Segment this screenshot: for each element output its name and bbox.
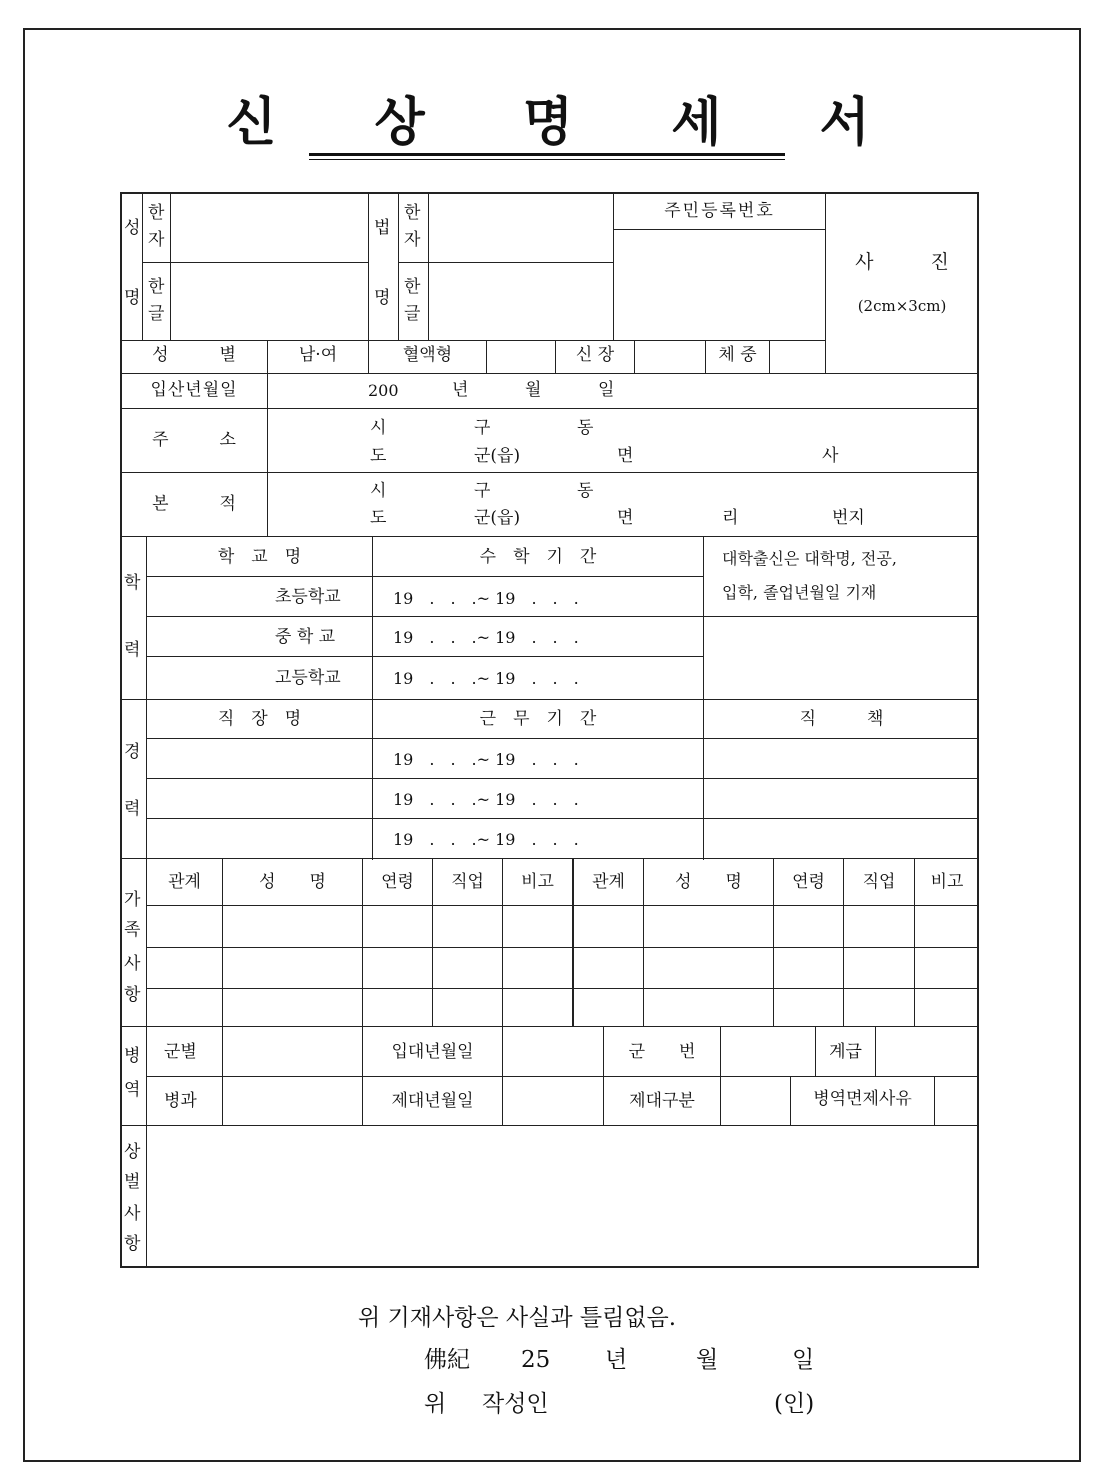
- education-note-2: 입학, 졸업년월일 기재: [722, 583, 877, 602]
- education-side-label-1: 학: [124, 573, 141, 593]
- legal-hanja-field[interactable]: [429, 193, 612, 261]
- family-note-header-2: 비고: [930, 872, 964, 892]
- birth-year-unit: 년: [452, 380, 469, 400]
- family-job-header-2: 직업: [862, 872, 896, 892]
- address-dong: 동: [577, 418, 594, 438]
- service-number-label: 군 번: [628, 1042, 696, 1062]
- career-period-1[interactable]: 19 . . .~ 19 . . .: [393, 750, 579, 769]
- writer-prefix: 위: [424, 1391, 447, 1417]
- school-high-period[interactable]: 19 . . .~ 19 . . .: [393, 669, 579, 688]
- domicile-label: 본 적: [152, 494, 236, 514]
- birth-day-unit: 일: [598, 380, 615, 400]
- name-hangul-label: 한글: [148, 277, 165, 324]
- photo-slot[interactable]: [826, 193, 978, 373]
- school-middle: 중 학 교: [275, 627, 336, 647]
- address-si: 시: [370, 418, 387, 438]
- name-hanja-field[interactable]: [171, 193, 367, 261]
- legal-hangul-label: 한글: [404, 277, 421, 324]
- rank-label: 계급: [829, 1042, 862, 1062]
- exemption-reason-label: 병역면제사유: [813, 1089, 912, 1109]
- career-period-2[interactable]: 19 . . .~ 19 . . .: [393, 790, 579, 809]
- remarks-side-label-3: 사: [124, 1204, 141, 1224]
- domicile-field[interactable]: [268, 473, 978, 535]
- photo-size: (2cm×3cm): [857, 297, 947, 315]
- seal-mark[interactable]: (인): [774, 1391, 815, 1417]
- remarks-side-label-4: 항: [124, 1234, 141, 1254]
- family-side-label-3: 사: [124, 954, 141, 974]
- photo-label: 사 진: [855, 251, 949, 273]
- birth-month-unit: 월: [525, 380, 542, 400]
- rrn-label: 주민등록번호: [664, 201, 775, 221]
- date-day-unit: 일: [792, 1347, 815, 1373]
- career-side-label-2: 력: [124, 799, 141, 819]
- domicile-dong: 동: [577, 481, 594, 501]
- family-age-header-2: 연령: [792, 872, 825, 892]
- school-elementary: 초등학교: [275, 587, 341, 607]
- army-branch-label: 군별: [164, 1042, 197, 1062]
- career-side-label-1: 경: [124, 742, 141, 762]
- remarks-side-label-1: 상: [124, 1142, 141, 1162]
- remarks-field[interactable]: [147, 1126, 977, 1266]
- address-field[interactable]: [268, 409, 978, 472]
- education-note-1: 대학출신은 대학명, 전공,: [722, 549, 897, 568]
- name-label-bottom: 명: [124, 288, 141, 308]
- workplace-header: 직 장 명: [217, 709, 302, 729]
- title-underline-thin: [309, 159, 785, 160]
- attestation-statement: 위 기재사항은 사실과 틀림없음.: [358, 1305, 677, 1331]
- discharge-type-label: 제대구분: [629, 1091, 695, 1111]
- family-side-label-2: 족: [124, 920, 141, 940]
- specialty-label: 병과: [164, 1091, 197, 1111]
- sex-label: 성 별: [152, 345, 236, 365]
- address-sa: 사: [822, 446, 839, 466]
- family-name-header-1: 성 명: [259, 872, 326, 892]
- height-label: 신 장: [575, 345, 615, 365]
- address-label: 주 소: [152, 430, 236, 450]
- remarks-side-label-2: 벌: [124, 1172, 141, 1192]
- discharge-date-label: 제대년월일: [391, 1091, 474, 1111]
- title-underline: [309, 153, 785, 156]
- school-high: 고등학교: [275, 668, 341, 688]
- school-elementary-period[interactable]: 19 . . .~ 19 . . .: [393, 589, 579, 608]
- date-year[interactable]: 25: [521, 1347, 551, 1373]
- date-year-unit: 년: [605, 1347, 628, 1373]
- address-gu: 구: [474, 418, 491, 438]
- height-field[interactable]: [635, 341, 704, 373]
- military-side-label-2: 역: [124, 1080, 141, 1100]
- sex-value[interactable]: 남·여: [298, 345, 338, 365]
- family-name-header-2: 성 명: [675, 872, 742, 892]
- weight-field[interactable]: [770, 341, 824, 373]
- writer-name-field[interactable]: [570, 1392, 760, 1424]
- military-side-label-1: 병: [124, 1046, 141, 1066]
- family-age-header-1: 연령: [381, 872, 414, 892]
- date-era: 佛紀: [424, 1347, 470, 1373]
- domicile-gun: 군(읍): [474, 508, 521, 528]
- position-header: 직 책: [799, 709, 884, 729]
- education-side-label-2: 력: [124, 640, 141, 660]
- address-do: 도: [370, 446, 387, 466]
- weight-label: 체 중: [718, 345, 757, 365]
- legal-hangul-field[interactable]: [429, 263, 612, 339]
- family-job-header-1: 직업: [451, 872, 484, 892]
- address-gun: 군(읍): [474, 446, 521, 466]
- page-title: 신 상 명 세 서: [226, 92, 910, 153]
- enlist-date-label: 입대년월일: [391, 1042, 474, 1062]
- domicile-myeon: 면: [617, 508, 634, 528]
- address-myeon: 면: [617, 446, 634, 466]
- birth-year-prefix[interactable]: 200: [368, 381, 399, 400]
- domicile-si: 시: [370, 481, 387, 501]
- writer-label: 작성인: [482, 1391, 549, 1417]
- family-side-label-4: 항: [124, 985, 141, 1005]
- school-middle-period[interactable]: 19 . . .~ 19 . . .: [393, 628, 579, 647]
- family-note-header-1: 비고: [521, 872, 554, 892]
- blood-type-label: 혈액형: [402, 345, 453, 365]
- name-hanja-label: 한자: [148, 203, 165, 250]
- legal-label-bottom: 명: [374, 288, 391, 308]
- family-relation-header-1: 관계: [168, 872, 201, 892]
- domicile-gu: 구: [474, 481, 491, 501]
- domicile-bunji: 번지: [832, 508, 865, 528]
- name-hangul-field[interactable]: [171, 263, 367, 339]
- work-period-header: 근 무 기 간: [479, 709, 597, 729]
- family-relation-header-2: 관계: [592, 872, 625, 892]
- study-period-header: 수 학 기 간: [479, 547, 597, 567]
- domicile-ri: 리: [722, 508, 739, 528]
- birth-label: 입산년월일: [150, 380, 238, 400]
- rrn-field[interactable]: [614, 230, 824, 339]
- career-period-3[interactable]: 19 . . .~ 19 . . .: [393, 830, 579, 849]
- family-side-label-1: 가: [124, 890, 141, 910]
- date-month-unit: 월: [696, 1347, 719, 1373]
- legal-label-top: 법: [374, 218, 391, 238]
- blood-type-field[interactable]: [487, 341, 554, 373]
- school-name-header: 학 교 명: [217, 547, 302, 567]
- name-label-top: 성: [124, 218, 141, 238]
- legal-hanja-label: 한자: [404, 203, 421, 250]
- domicile-do: 도: [370, 508, 387, 528]
